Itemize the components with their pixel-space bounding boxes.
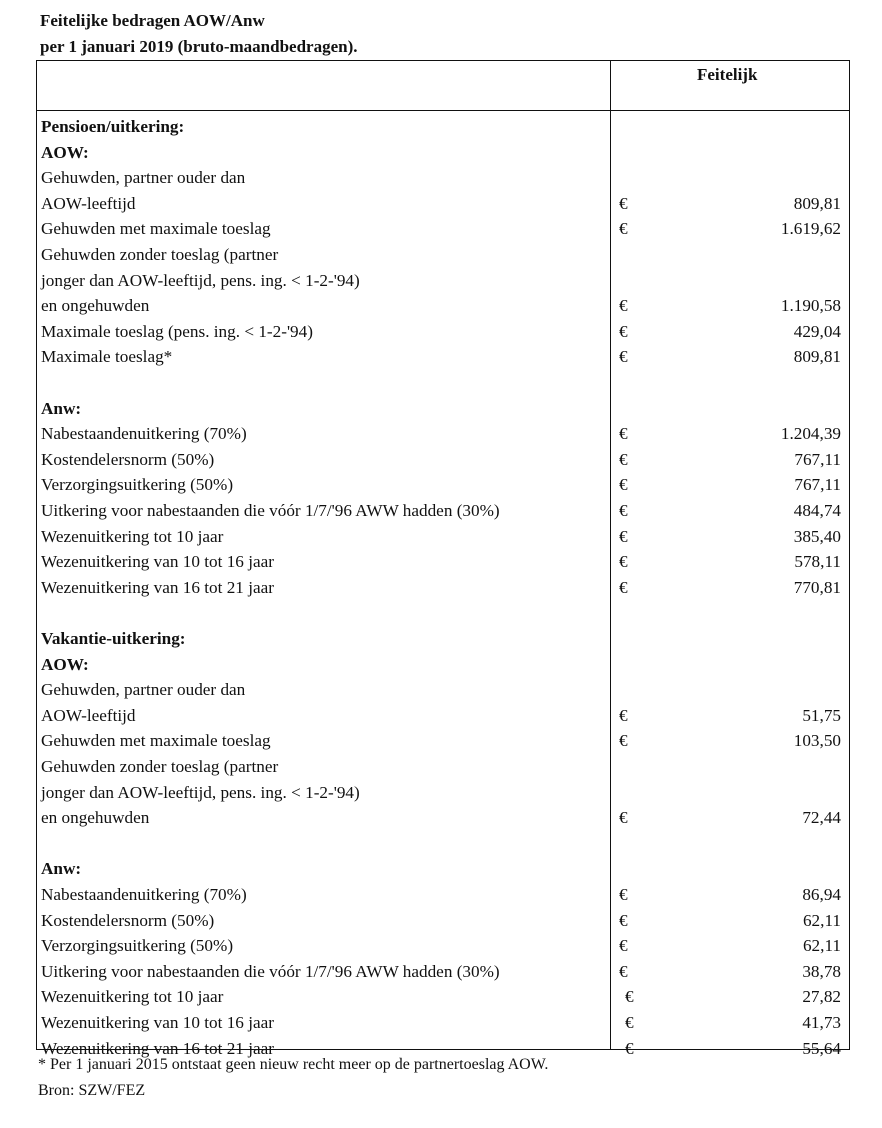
currency-symbol: € bbox=[619, 347, 628, 367]
currency-symbol: € bbox=[619, 808, 628, 828]
currency-symbol: € bbox=[619, 577, 628, 597]
table-row bbox=[37, 575, 849, 601]
row-label: Kostendelersnorm (50%) bbox=[41, 910, 215, 930]
currency-symbol: € bbox=[619, 424, 628, 444]
row-label: Wezenuitkering van 16 tot 21 jaar bbox=[41, 577, 274, 597]
amount-value: 429,04 bbox=[793, 321, 841, 341]
table-row bbox=[37, 754, 849, 780]
amount-value: 38,78 bbox=[802, 961, 841, 981]
table-row bbox=[37, 703, 849, 729]
amount-value: 51,75 bbox=[802, 705, 841, 725]
currency-symbol: € bbox=[619, 321, 628, 341]
row-label: en ongehuwden bbox=[41, 296, 150, 316]
amount-value: 809,81 bbox=[793, 347, 841, 367]
amount-value: 809,81 bbox=[793, 193, 841, 213]
table-row bbox=[37, 600, 849, 626]
row-label: Gehuwden met maximale toeslag bbox=[41, 219, 271, 239]
row-label: jonger dan AOW-leeftijd, pens. ing. < 1-2-'94) bbox=[41, 782, 360, 802]
row-label: Gehuwden met maximale toeslag bbox=[41, 731, 271, 751]
row-label: Kostendelersnorm (50%) bbox=[41, 449, 215, 469]
row-label: Wezenuitkering tot 10 jaar bbox=[41, 987, 224, 1007]
row-label: Gehuwden, partner ouder dan bbox=[41, 168, 246, 188]
source-note: Bron: SZW/FEZ bbox=[38, 1082, 146, 1099]
section-heading: Vakantie-uitkering: bbox=[41, 629, 186, 648]
table-row bbox=[37, 293, 849, 319]
table-row bbox=[37, 626, 849, 652]
amount-value: 72,44 bbox=[802, 808, 841, 828]
table-row bbox=[37, 882, 849, 908]
amount-value: 1.190,58 bbox=[780, 296, 841, 316]
currency-symbol: € bbox=[619, 731, 628, 751]
currency-symbol: € bbox=[625, 987, 634, 1007]
amount-value: 1.204,39 bbox=[780, 424, 841, 444]
table-row bbox=[37, 165, 849, 191]
amount-value: 578,11 bbox=[794, 552, 841, 572]
document-title: Feitelijke bedragen AOW/Anw bbox=[40, 11, 265, 30]
amount-value: 103,50 bbox=[793, 731, 841, 751]
document-subtitle: per 1 januari 2019 (bruto-maandbedragen). bbox=[40, 37, 358, 56]
table-row bbox=[37, 677, 849, 703]
table-row bbox=[37, 191, 849, 217]
amount-value: 484,74 bbox=[793, 501, 841, 520]
table-row bbox=[37, 524, 849, 550]
table-row bbox=[37, 831, 849, 857]
table-row bbox=[37, 652, 849, 678]
amount-value: 86,94 bbox=[802, 885, 841, 904]
amounts-table bbox=[36, 60, 850, 1058]
row-label: Verzorgingsuitkering (50%) bbox=[41, 936, 234, 956]
table-row bbox=[37, 447, 849, 473]
table-row bbox=[37, 268, 849, 294]
table-row bbox=[37, 472, 849, 498]
currency-symbol: € bbox=[619, 219, 628, 239]
currency-symbol: € bbox=[619, 885, 628, 904]
table-row bbox=[37, 856, 849, 882]
amount-value: 1.619,62 bbox=[780, 219, 841, 239]
section-heading: AOW: bbox=[41, 142, 89, 162]
currency-symbol: € bbox=[619, 501, 628, 520]
row-label: Uitkering voor nabestaanden die vóór 1/7/'96 AWW hadden (30%) bbox=[41, 961, 500, 981]
table-row bbox=[37, 344, 849, 370]
amount-value: 41,73 bbox=[802, 1013, 841, 1032]
amount-value: 55,64 bbox=[802, 1038, 841, 1058]
table-row bbox=[37, 805, 849, 831]
section-heading: Anw: bbox=[41, 859, 82, 879]
table-row bbox=[37, 549, 849, 575]
row-label: Nabestaandenuitkering (70%) bbox=[41, 885, 247, 904]
table-row bbox=[37, 984, 849, 1010]
currency-symbol: € bbox=[625, 1013, 634, 1032]
row-label: AOW-leeftijd bbox=[41, 705, 136, 725]
currency-symbol: € bbox=[619, 526, 628, 546]
currency-symbol: € bbox=[619, 961, 628, 981]
row-label: Wezenuitkering tot 10 jaar bbox=[41, 526, 224, 546]
header-divider bbox=[37, 110, 849, 111]
table-row bbox=[37, 140, 849, 166]
table-row bbox=[37, 498, 849, 524]
row-label: Nabestaandenuitkering (70%) bbox=[41, 424, 247, 444]
table-row bbox=[37, 933, 849, 959]
row-label: Wezenuitkering van 10 tot 16 jaar bbox=[41, 552, 274, 572]
table-row bbox=[37, 242, 849, 268]
amount-value: 385,40 bbox=[793, 526, 841, 546]
amount-value: 770,81 bbox=[793, 577, 841, 597]
footnote: * Per 1 januari 2015 ontstaat geen nieuw recht meer op de partnertoeslag AOW. bbox=[38, 1056, 549, 1073]
row-label: Maximale toeslag* bbox=[41, 347, 173, 367]
table-row bbox=[37, 396, 849, 422]
column-header-feitelijk: Feitelijk bbox=[697, 65, 758, 84]
table-row bbox=[37, 728, 849, 754]
amount-value: 767,11 bbox=[794, 475, 841, 495]
currency-symbol: € bbox=[619, 705, 628, 725]
row-label: Maximale toeslag (pens. ing. < 1-2-'94) bbox=[41, 321, 313, 341]
currency-symbol: € bbox=[619, 936, 628, 956]
section-heading: Anw: bbox=[41, 398, 82, 418]
row-label: Wezenuitkering van 16 tot 21 jaar bbox=[41, 1038, 274, 1058]
amount-value: 767,11 bbox=[794, 449, 841, 469]
table-row bbox=[37, 780, 849, 806]
amount-value: 27,82 bbox=[802, 987, 841, 1007]
table-row bbox=[37, 319, 849, 345]
currency-symbol: € bbox=[619, 193, 628, 213]
currency-symbol: € bbox=[619, 552, 628, 572]
currency-symbol: € bbox=[619, 449, 628, 469]
table-row bbox=[37, 370, 849, 396]
currency-symbol: € bbox=[625, 1038, 634, 1058]
table-row bbox=[37, 421, 849, 447]
row-label: jonger dan AOW-leeftijd, pens. ing. < 1-2-'94) bbox=[41, 270, 360, 290]
table-row bbox=[37, 959, 849, 985]
row-label: Gehuwden, partner ouder dan bbox=[41, 680, 246, 700]
row-label: AOW-leeftijd bbox=[41, 193, 136, 213]
row-label: en ongehuwden bbox=[41, 808, 150, 828]
row-label: Verzorgingsuitkering (50%) bbox=[41, 475, 234, 495]
currency-symbol: € bbox=[619, 475, 628, 495]
row-label: Wezenuitkering van 10 tot 16 jaar bbox=[41, 1013, 274, 1032]
row-label: Gehuwden zonder toeslag (partner bbox=[41, 757, 279, 776]
section-heading: Pensioen/uitkering: bbox=[41, 117, 185, 136]
table-row bbox=[37, 1010, 849, 1036]
currency-symbol: € bbox=[619, 296, 628, 316]
row-label: Gehuwden zonder toeslag (partner bbox=[41, 245, 279, 264]
section-heading: AOW: bbox=[41, 654, 89, 674]
row-label: Uitkering voor nabestaanden die vóór 1/7/'96 AWW hadden (30%) bbox=[41, 501, 500, 520]
currency-symbol: € bbox=[619, 910, 628, 930]
amount-value: 62,11 bbox=[802, 936, 841, 956]
table-row bbox=[37, 908, 849, 934]
table-row bbox=[37, 114, 849, 140]
table-row bbox=[37, 216, 849, 242]
amount-value: 62,11 bbox=[802, 910, 841, 930]
